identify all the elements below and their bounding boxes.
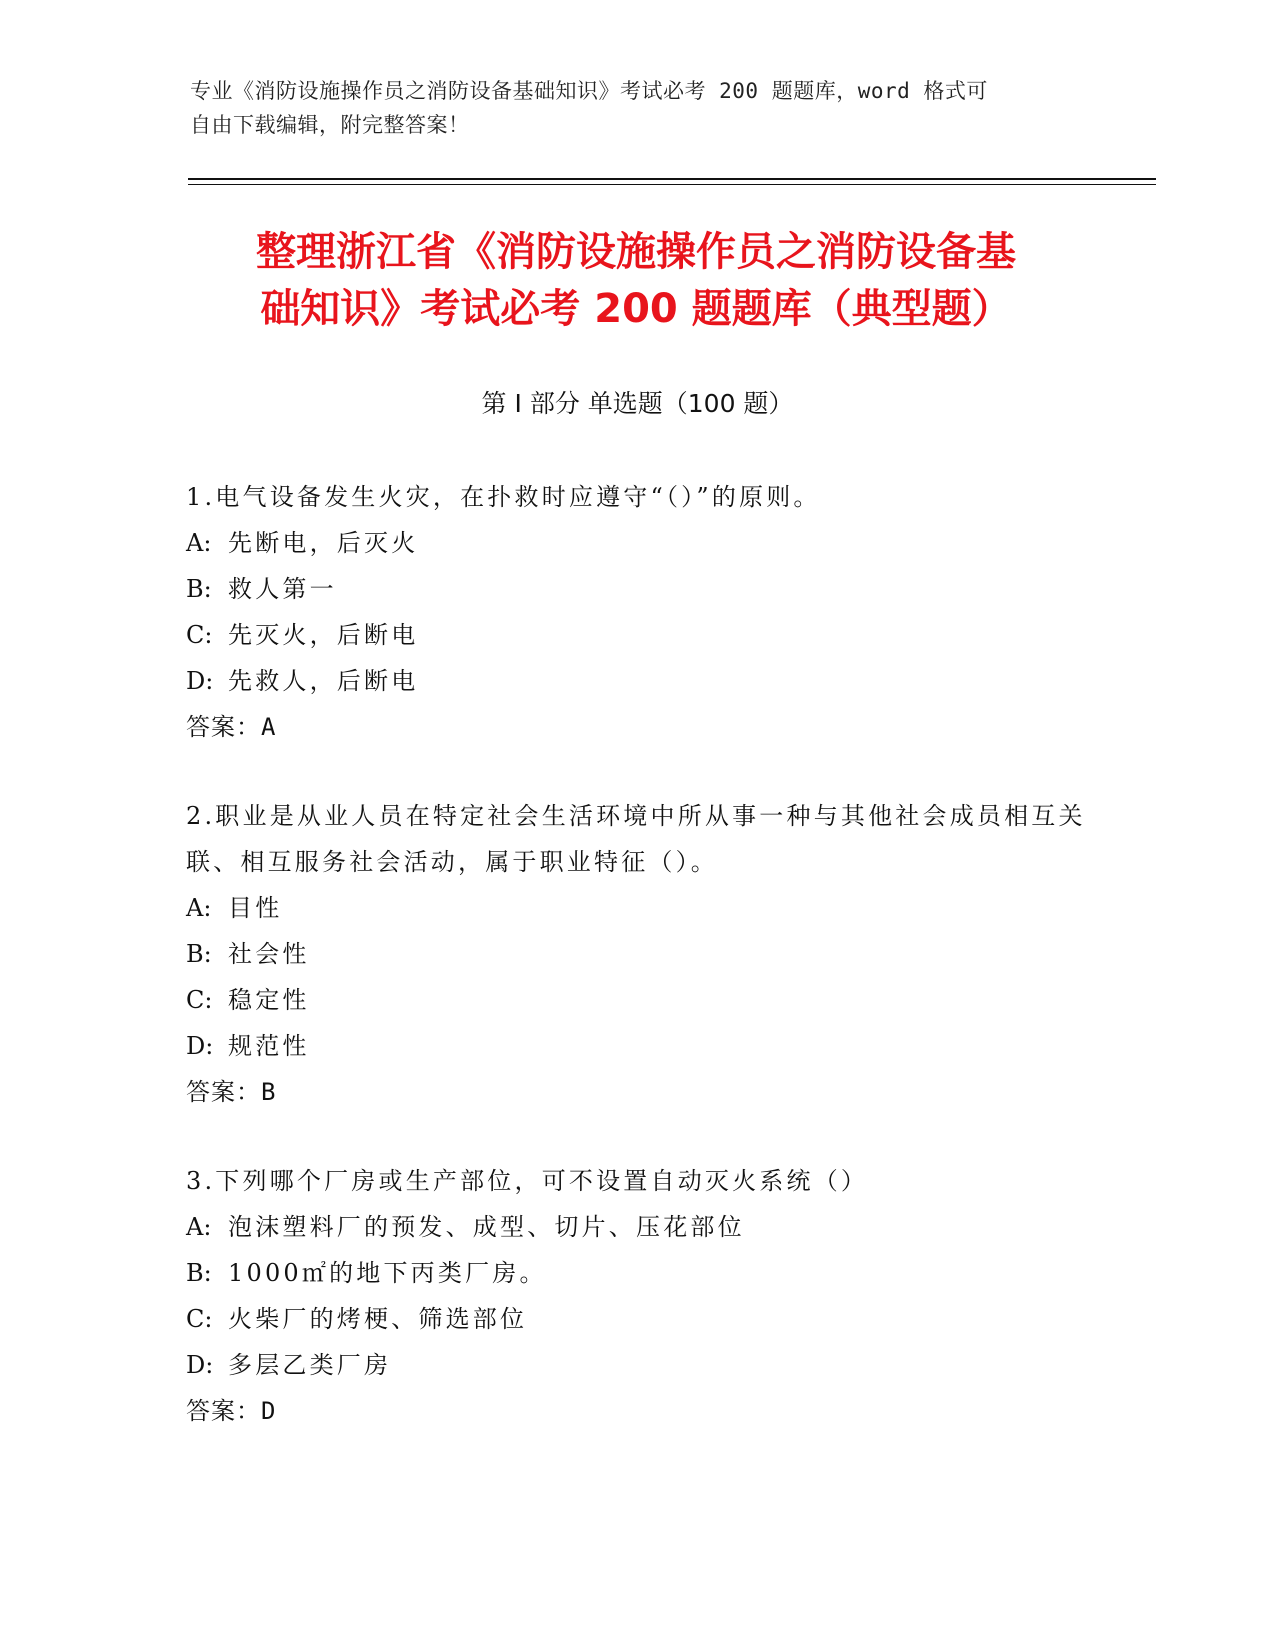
question-3 <box>186 1158 1086 1434</box>
option-text: 先救人，后断电 <box>228 667 419 695</box>
section-heading: 第 I 部分 单选题（100 题） <box>481 389 794 418</box>
option-b <box>186 566 1086 612</box>
option-text: 多层乙类厂房 <box>228 1351 392 1379</box>
question-stem: 2.职业是从业人员在特定社会生活环境中所从事一种与其他社会成员相互关联、相互服务社会活动，属于职业特征（）。 <box>186 802 1086 876</box>
option-b <box>186 931 1086 977</box>
option-a <box>186 520 1086 566</box>
header-note-line-1: 专业《消防设施操作员之消防设备基础知识》考试必考 200 题题库，word 格式可 <box>190 79 988 103</box>
header-note-line-2: 自由下载编辑，附完整答案！ <box>190 113 470 137</box>
question-stem: 3.下列哪个厂房或生产部位，可不设置自动灭火系统（） <box>186 1167 869 1195</box>
option-letter: C: <box>186 621 213 649</box>
answer-value: B <box>261 1078 277 1106</box>
option-letter: B: <box>186 940 212 968</box>
option-letter: D: <box>186 1032 214 1060</box>
option-letter: C: <box>186 986 213 1014</box>
answer-value: D <box>261 1397 277 1425</box>
option-text: 先断电，后灭火 <box>228 529 419 557</box>
option-c <box>186 612 1086 658</box>
answer-value: A <box>261 713 277 741</box>
option-text: 目性 <box>228 894 283 922</box>
answer-line <box>186 1069 1086 1115</box>
answer-label: 答案： <box>186 1397 261 1425</box>
question-2 <box>186 793 1086 1115</box>
document-title-line-2: 础知识》考试必考 200 题题库（典型题） <box>260 286 1012 332</box>
option-text: 规范性 <box>228 1032 310 1060</box>
header-note <box>190 74 1090 142</box>
option-text: 稳定性 <box>228 986 310 1014</box>
option-letter: D: <box>186 667 214 695</box>
option-d <box>186 1342 1086 1388</box>
option-c <box>186 1296 1086 1342</box>
option-text: 泡沫塑料厂的预发、成型、切片、压花部位 <box>228 1213 745 1241</box>
option-letter: A: <box>186 1213 212 1241</box>
option-letter: B: <box>186 575 212 603</box>
option-letter: C: <box>186 1305 213 1333</box>
option-text: 火柴厂的烤梗、筛选部位 <box>228 1305 528 1333</box>
option-letter: A: <box>186 529 212 557</box>
option-letter: B: <box>186 1259 212 1287</box>
option-text: 1000㎡的地下丙类厂房。 <box>228 1259 547 1287</box>
option-a <box>186 885 1086 931</box>
question-stem: 1.电气设备发生火灾，在扑救时应遵守“（）”的原则。 <box>186 483 821 511</box>
option-text: 社会性 <box>228 940 310 968</box>
answer-label: 答案： <box>186 1078 261 1106</box>
option-letter: A: <box>186 894 212 922</box>
answer-line <box>186 1388 1086 1434</box>
document-title-line-1: 整理浙江省《消防设施操作员之消防设备基 <box>256 229 1016 275</box>
answer-label: 答案： <box>186 713 261 741</box>
option-a <box>186 1204 1086 1250</box>
answer-line <box>186 704 1086 750</box>
option-d <box>186 658 1086 704</box>
option-b <box>186 1250 1086 1296</box>
option-d <box>186 1023 1086 1069</box>
question-list <box>186 474 1086 1434</box>
option-letter: D: <box>186 1351 214 1379</box>
document-title <box>196 224 1076 338</box>
header-rule-thin <box>188 184 1156 185</box>
question-1 <box>186 474 1086 750</box>
option-text: 救人第一 <box>228 575 337 603</box>
option-c <box>186 977 1086 1023</box>
header-rule-thick <box>188 178 1156 180</box>
option-text: 先灭火，后断电 <box>228 621 419 649</box>
